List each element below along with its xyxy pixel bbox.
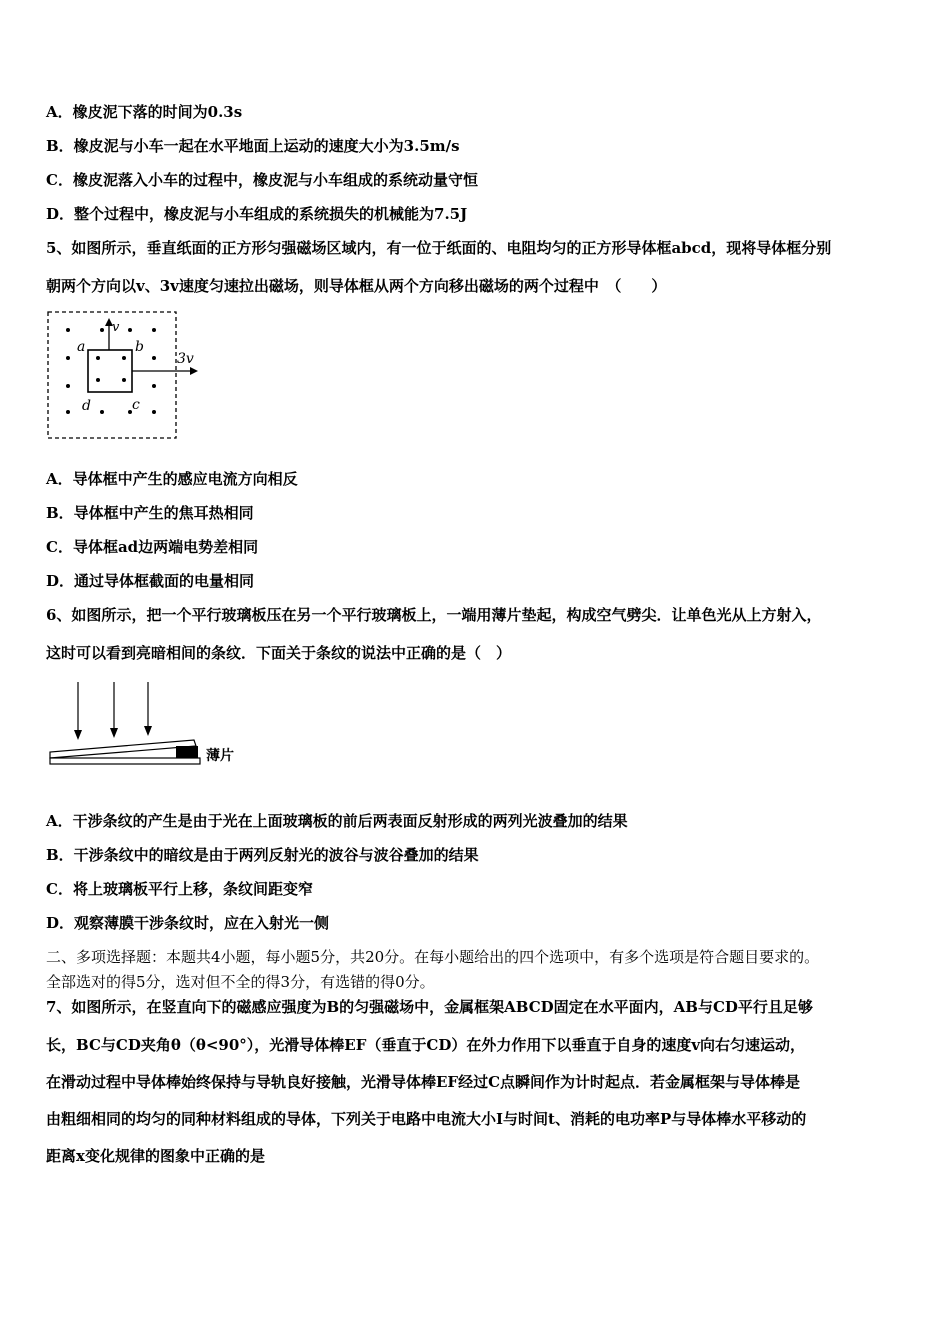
q6-air-wedge-figure <box>46 678 246 776</box>
q5-stem-line1: 5、如图所示，垂直纸面的正方形匀强磁场区域内，有一位于纸面的、电阻均匀的正方形导体框abcd，现将导体框分别 <box>46 239 832 257</box>
q5-option-a: A．导体框中产生的感应电流方向相反 <box>46 470 298 488</box>
shim-block <box>176 746 198 758</box>
q6-option-b: B．干涉条纹中的暗纹是由于两列反射光的波谷与波谷叠加的结果 <box>46 846 479 864</box>
q5-stem-line2: 朝两个方向以v、3v速度匀速拉出磁场，则导体框从两个方向移出磁场的两个过程中 （ ） <box>46 277 667 295</box>
q6-stem-line1: 6、如图所示，把一个平行玻璃板压在另一个平行玻璃板上，一端用薄片垫起，构成空气劈尖．让单色光从上方射入， <box>46 606 822 624</box>
label-v: v <box>112 320 120 335</box>
label-c: c <box>132 397 140 413</box>
q7-line4: 由粗细相同的均匀的同种材料组成的导体，下列关于电路中电流大小I与时间t、消耗的电功率P与导体棒水平移动的 <box>46 1110 807 1128</box>
label-b: b <box>135 339 144 355</box>
lower-glass-plate <box>50 758 200 764</box>
q4-option-b: B．橡皮泥与小车一起在水平地面上运动的速度大小为3.5m/s <box>46 137 460 155</box>
q6-option-d: D．观察薄膜干涉条纹时，应在入射光一侧 <box>46 914 330 932</box>
label-d: d <box>82 398 91 414</box>
q6-option-a: A．干涉条纹的产生是由于光在上面玻璃板的前后两表面反射形成的两列光波叠加的结果 <box>46 812 628 830</box>
q5-option-c: C．导体框ad边两端电势差相同 <box>46 538 259 556</box>
arrow-right-icon <box>190 367 198 375</box>
arrow-down-icon <box>110 728 118 738</box>
q5-option-b: B．导体框中产生的焦耳热相同 <box>46 504 254 522</box>
section2-line1: 二、多项选择题：本题共4小题，每小题5分，共20分。在每小题给出的四个选项中，有多个选项是符合题目要求的。 <box>46 948 820 966</box>
q6-option-c: C．将上玻璃板平行上移，条纹间距变窄 <box>46 880 313 898</box>
section2-line2: 全部选对的得5分，选对但不全的得3分，有选错的得0分。 <box>46 973 435 991</box>
arrow-down-icon <box>74 730 82 740</box>
q6-stem-line2: 这时可以看到亮暗相间的条纹．下面关于条纹的说法中正确的是（ ） <box>46 644 512 662</box>
q4-option-c: C．橡皮泥落入小车的过程中，橡皮泥与小车组成的系统动量守恒 <box>46 171 478 189</box>
q7-line1: 7、如图所示，在竖直向下的磁感应强度为B的匀强磁场中，金属框架ABCD固定在水平面内，AB与CD平行且足够 <box>46 998 813 1016</box>
label-a: a <box>77 339 86 355</box>
arrow-down-icon <box>144 726 152 736</box>
upper-glass-plate <box>50 740 196 758</box>
label-shim: 薄片 <box>206 748 234 764</box>
q4-option-a: A．橡皮泥下落的时间为0.3s <box>46 103 243 121</box>
q7-line2: 长，BC与CD夹角θ（θ<90°），光滑导体棒EF（垂直于CD）在外力作用下以垂直于自身的速度v向右匀速运动， <box>46 1036 806 1054</box>
q5-option-d: D．通过导体框截面的电量相同 <box>46 572 255 590</box>
q7-line3: 在滑动过程中导体棒始终保持与导轨良好接触，光滑导体棒EF经过C点瞬间作为计时起点．若金属框架与导体棒是 <box>46 1073 801 1091</box>
q5-magnetic-field-figure <box>44 306 210 444</box>
conductor-frame <box>88 350 132 392</box>
incident-light-rays <box>78 682 148 736</box>
q7-line5: 距离x变化规律的图象中正确的是 <box>46 1147 265 1165</box>
label-3v: 3v <box>177 351 194 367</box>
q4-option-d: D．整个过程中，橡皮泥与小车组成的系统损失的机械能为7.5J <box>46 205 468 223</box>
